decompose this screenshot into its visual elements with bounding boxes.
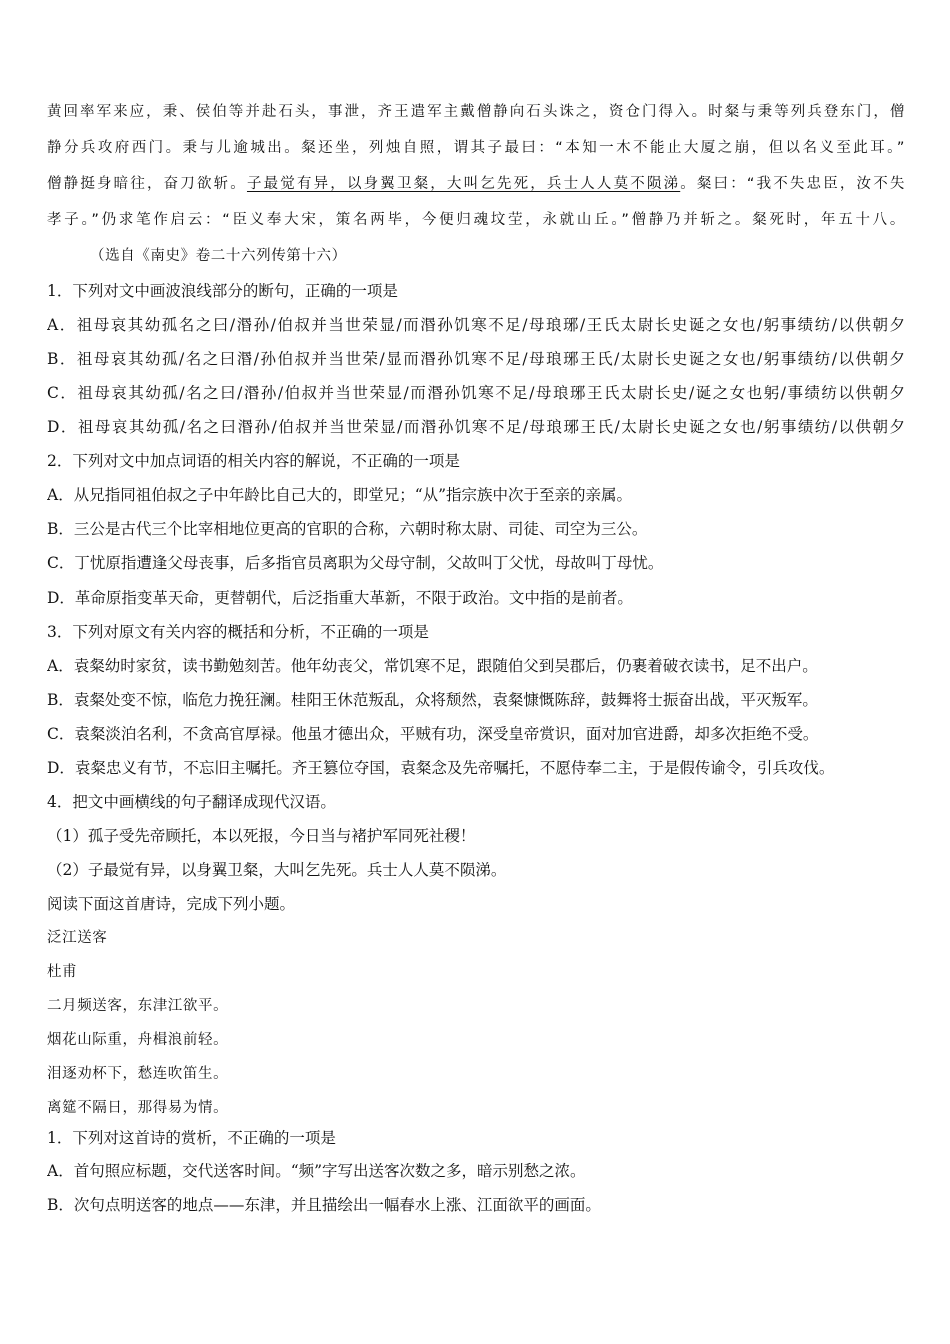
- q4-stem: 4．把文中画横线的句子翻译成现代汉语。: [47, 793, 336, 811]
- q1-option-d: D．祖母哀其幼孤/名之曰湣孙/伯叔并当世荣显/而湣孙饥寒不足/母琅琊王氏/太尉长史诞之女也/躬事绩纺/以供朝夕: [47, 418, 905, 436]
- passage-line-1: 黄回率军来应，秉、侯伯等并赴石头，事泄，齐王遣军主戴僧静向石头诛之，资仓门得入。时粲与秉等列兵登东门，僧: [47, 104, 905, 120]
- poem-line-1: 二月频送客，东津江欲平。: [47, 998, 229, 1014]
- poem-line-4: 离筵不隔日，那得易为情。: [47, 1100, 229, 1116]
- q1-option-a: A．祖母哀其幼孤名之曰/湣孙/伯叔并当世荣显/而湣孙饥寒不足/母琅琊/王氏太尉长史诞之女也/躬事绩纺/以供朝夕: [47, 316, 905, 334]
- q2-option-d: D．革命原指变革天命，更替朝代，后泛指重大革新，不限于政治。文中指的是前者。: [47, 589, 633, 607]
- poem-intro: 阅读下面这首唐诗，完成下列小题。: [47, 895, 296, 913]
- passage-line-3: [47, 173, 905, 195]
- q4-sentence-2: （2）子最觉有异，以身翼卫粲，大叫乞先死。兵士人人莫不陨涕。: [47, 861, 507, 879]
- passage-source: （选自《南史》卷二十六列传第十六）: [90, 248, 347, 264]
- q3-option-b: B．袁粲处变不惊，临危力挽狂澜。桂阳王休范叛乱，众将颓然，袁粲慷慨陈辞，鼓舞将士振奋出战，平灭叛军。: [47, 691, 818, 709]
- q3-option-a: A．袁粲幼时家贫，读书勤勉刻苦。他年幼丧父，常饥寒不足，跟随伯父到吴郡后，仍裹着破衣读书，足不出户。: [47, 657, 818, 675]
- underlined-sentence: 子最觉有异，以身翼卫粲，大叫乞先死，兵士人人莫不陨涕: [246, 176, 681, 192]
- q4-sentence-1: （1）孤子受先帝顾托，本以死报，今日当与褚护军同死社稷！: [47, 827, 476, 845]
- passage-line-3-post: 。粲曰：“我不失忠臣，汝不失: [680, 176, 905, 192]
- q3-option-c: C．袁粲淡泊名利，不贪高官厚禄。他虽才德出众，平贼有功，深受皇帝赏识，面对加官进爵，却多次拒绝不受。: [47, 725, 819, 743]
- poem-author: 杜甫: [47, 964, 78, 980]
- passage-line-4: 孝子。”仍求笔作启云：“臣义奉大宋，策名两毕，今便归魂坟茔，永就山丘。”僧静乃并斩之。粲死时，年五十八。: [47, 212, 905, 228]
- q1-option-c: C．祖母哀其幼孤/名之曰/湣孙/伯叔并当世荣显/而湣孙饥寒不足/母琅琊王氏太尉长史/诞之女也躬/事绩纺以供朝夕: [47, 384, 905, 402]
- poem-q1-stem: 1．下列对这首诗的赏析，不正确的一项是: [47, 1129, 336, 1147]
- poem-line-2: 烟花山际重，舟楫浪前轻。: [47, 1032, 229, 1048]
- q1-option-b: B．祖母哀其幼孤/名之曰湣/孙伯叔并当世荣/显而湣孙饥寒不足/母琅琊王氏/太尉长史诞之女也/躬事绩纺/以供朝夕: [47, 350, 905, 368]
- q1-stem: 1．下列对文中画波浪线部分的断句，正确的一项是: [47, 282, 398, 300]
- q2-stem: 2．下列对文中加点词语的相关内容的解说，不正确的一项是: [47, 452, 460, 470]
- poem-q1-option-b: B．次句点明送客的地点——东津，并且描绘出一幅春水上涨、江面欲平的画面。: [47, 1196, 601, 1214]
- passage-line-3-pre: 僧静挺身暗往，奋刀欲斩。: [47, 176, 247, 192]
- q2-option-b: B．三公是古代三个比宰相地位更高的官职的合称，六朝时称太尉、司徒、司空为三公。: [47, 520, 648, 538]
- q2-option-a: A．从兄指同祖伯叔之子中年龄比自己大的，即堂兄；“从”指宗族中次于至亲的亲属。: [47, 486, 633, 504]
- poem-q1-option-a: A．首句照应标题，交代送客时间。“频”字写出送客次数之多，暗示别愁之浓。: [47, 1162, 586, 1180]
- q3-stem: 3．下列对原文有关内容的概括和分析，不正确的一项是: [47, 623, 429, 641]
- poem-title: 泛江送客: [47, 930, 108, 946]
- q2-option-c: C．丁忧原指遭逢父母丧事，后多指官员离职为父母守制，父故叫丁父忧，母故叫丁母忧。: [47, 554, 664, 572]
- passage-line-2: 静分兵攻府西门。秉与儿逾城出。粲还坐，列烛自照，谓其子最曰：“本知一木不能止大厦之崩，但以名义至此耳。”: [47, 140, 905, 156]
- poem-line-3: 泪逐劝杯下，愁连吹笛生。: [47, 1066, 229, 1082]
- q3-option-d: D．袁粲忠义有节，不忘旧主嘱托。齐王篡位夺国，袁粲念及先帝嘱托，不愿侍奉二主，于是假传谕令，引兵攻伐。: [47, 759, 835, 777]
